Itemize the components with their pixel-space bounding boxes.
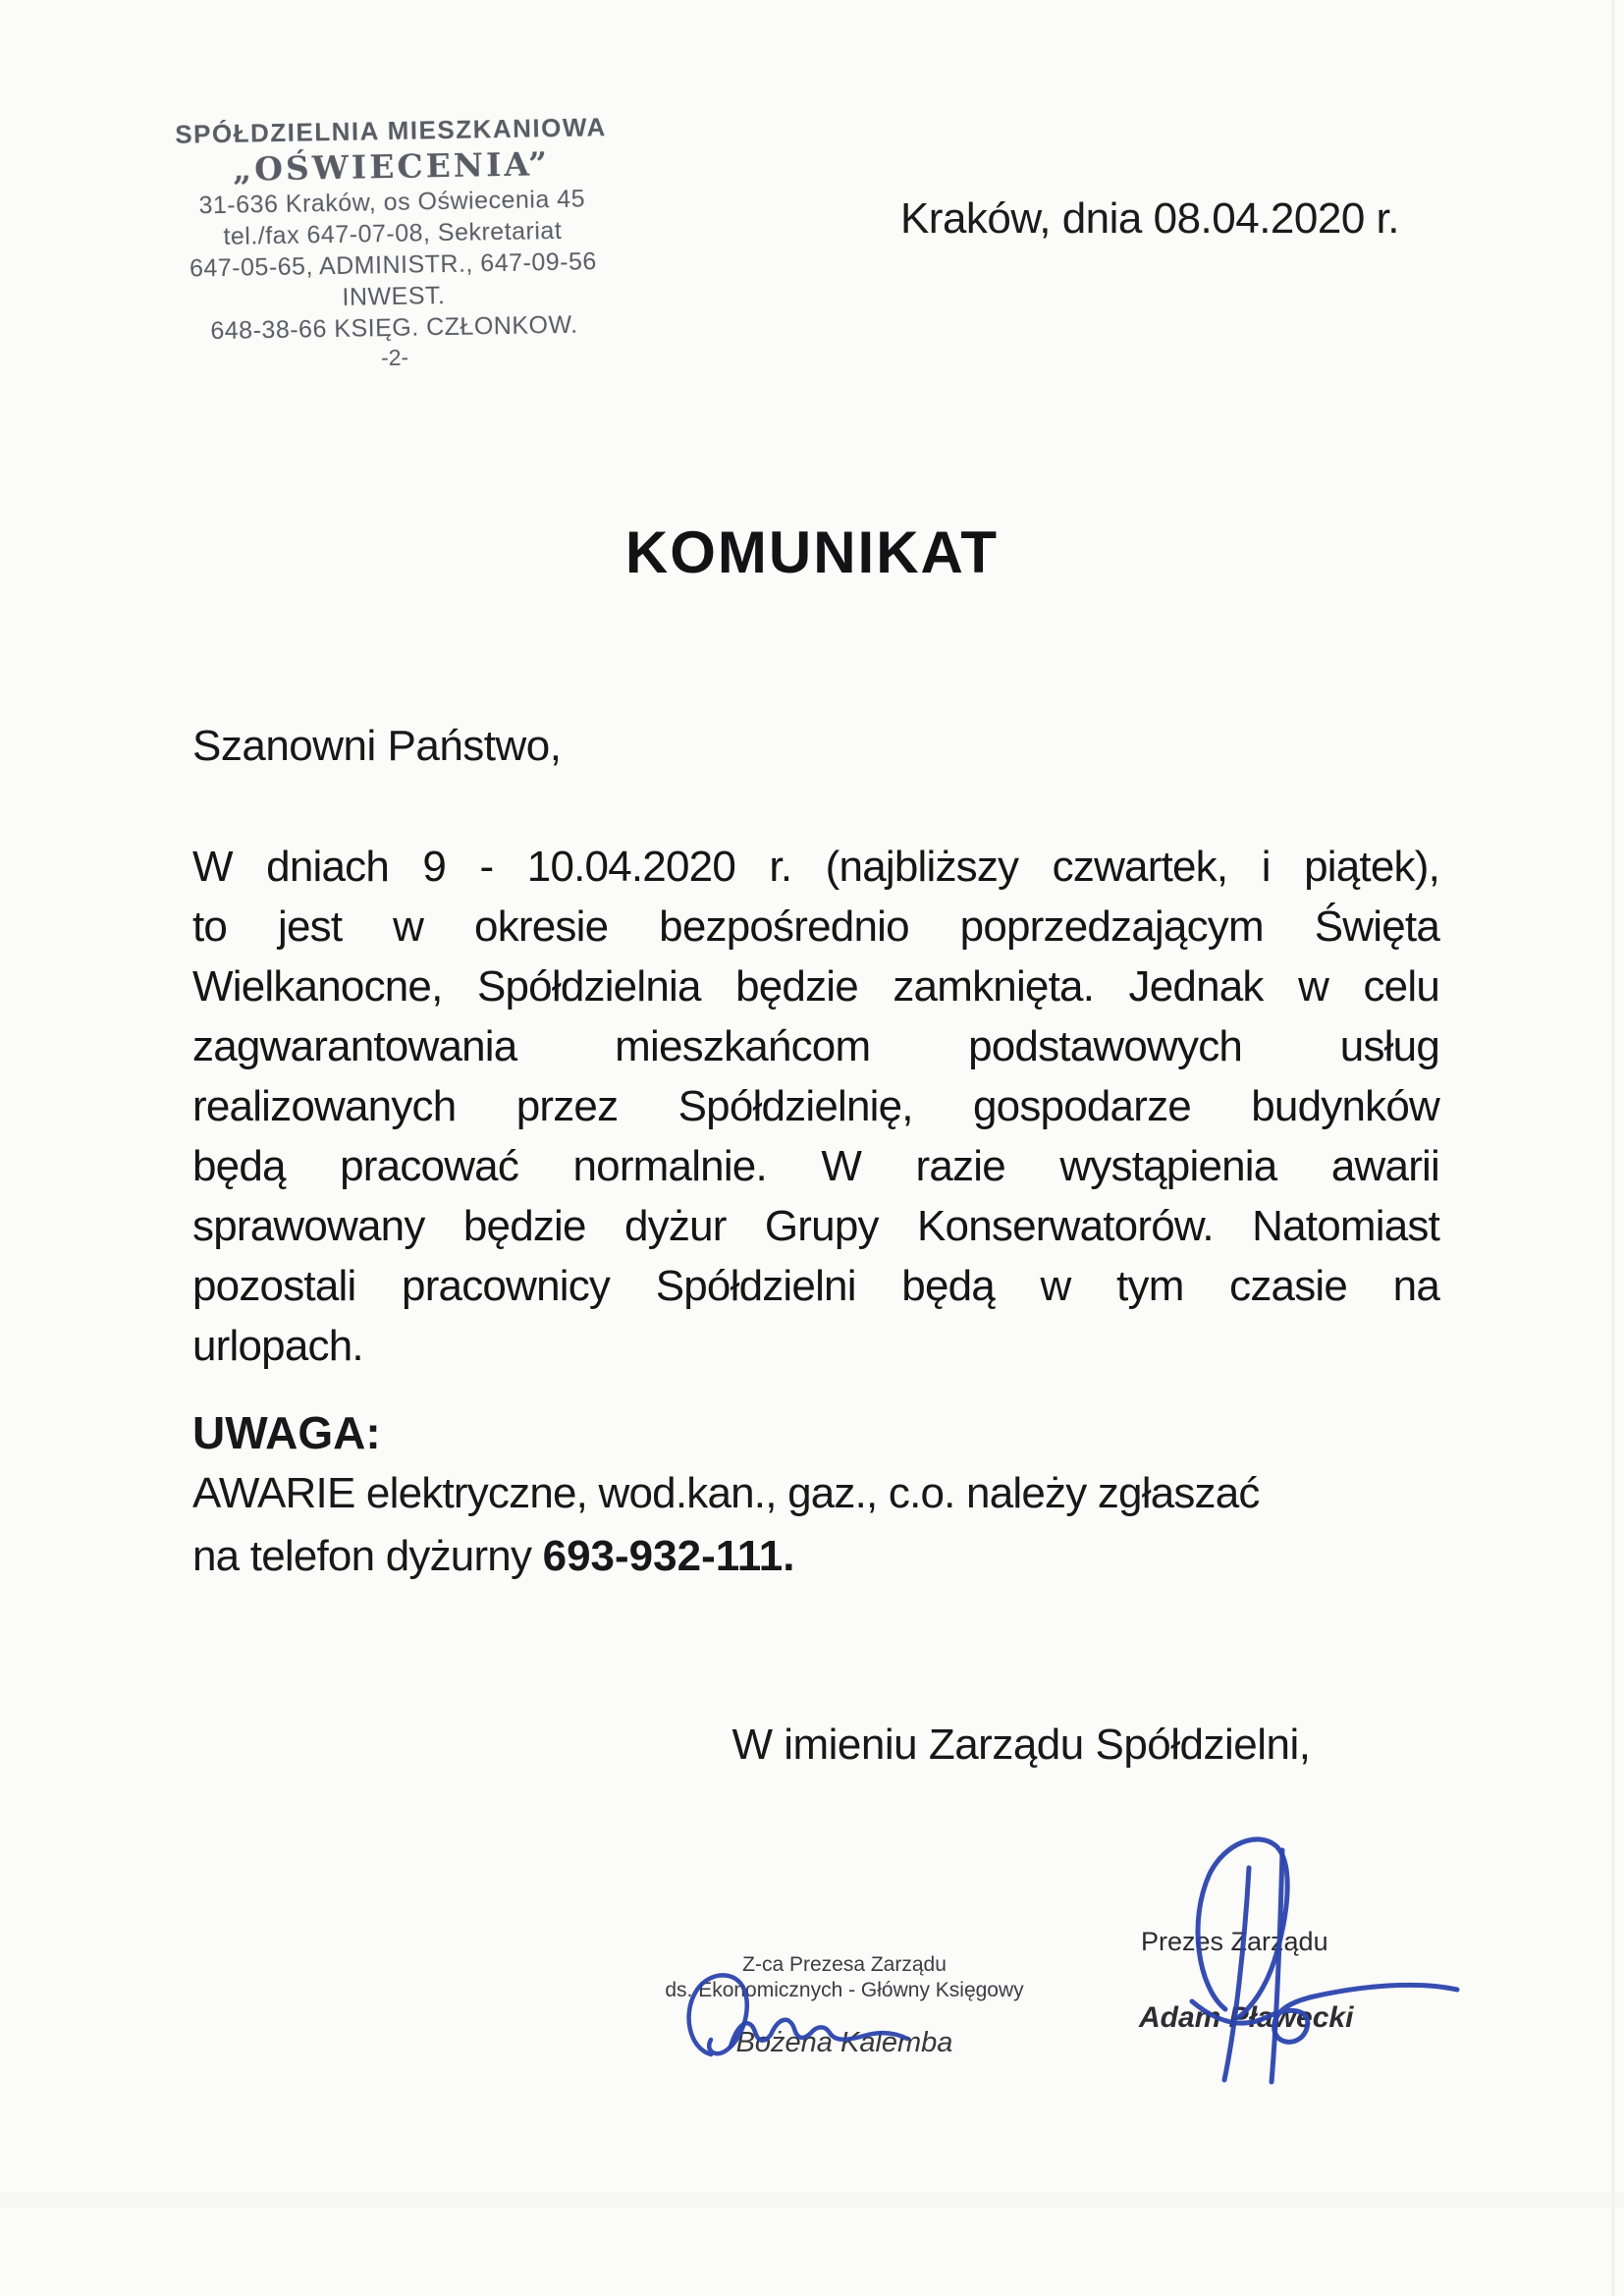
paragraph-line: Wielkanocne, Spółdzielnia będzie zamknięta. Jednak w celu: [192, 962, 1439, 1011]
stamp-phone-accounting: 648-38-66 KSIĘG. CZŁONKOW.: [210, 310, 578, 346]
emergency-phone-number: 693-932-111.: [542, 1532, 795, 1580]
stamp-phone-admin-invest: 647-05-65, ADMINISTR., 647-09-56 INWEST.: [189, 247, 598, 311]
paragraph-line: sprawowany będzie dyżur Grupy Konserwatorów. Natomiast: [192, 1202, 1439, 1250]
paragraph-line: pozostali pracownicy Spółdzielni będą w tym czasie na: [192, 1262, 1439, 1310]
notice-line-phone: [192, 1532, 795, 1581]
paragraph-line: realizowanych przez Spółdzielnię, gospodarze budynków: [192, 1082, 1439, 1130]
handwritten-signature-adam-plawecki: [1127, 1823, 1471, 2098]
document-title: KOMUNIKAT: [624, 519, 1000, 585]
stamp-footer-mark: -2-: [380, 344, 409, 371]
handwritten-signature-bozena-kalemba: [677, 1958, 913, 2066]
paragraph-line: to jest w okresie bezpośrednio poprzedzającym Święta: [192, 902, 1439, 951]
president-name: Adam Pławecki: [1139, 2001, 1354, 2034]
paragraph-line: będą pracować normalnie. W razie wystąpienia awarii: [192, 1142, 1439, 1190]
stamp-address: 31-636 Kraków, os Oświecenia 45: [198, 185, 586, 220]
notice-line-emergencies: AWARIE elektryczne, wod.kan., gaz., c.o. należy zgłaszać: [192, 1469, 1260, 1517]
stamp-org-name: SPÓŁDZIELNIA MIESZKANIOWA: [175, 112, 608, 149]
letterhead-stamp: [135, 109, 650, 375]
dateline: Kraków, dnia 08.04.2020 r.: [899, 194, 1399, 243]
stamp-phone-secretariat: tel./fax 647-07-08, Sekretariat: [223, 216, 563, 251]
closing-formula: W imieniu Zarządu Spółdzielni,: [731, 1721, 1311, 1769]
scan-noise-artifact: [0, 2192, 1624, 2208]
paragraph-line: zagwarantowania mieszkańcom podstawowych usług: [192, 1022, 1439, 1070]
president-title: Prezes Zarządu: [1141, 1927, 1328, 1956]
deputy-name: Bożena Kalemba: [735, 2027, 953, 2058]
notice-phone-prefix: na telefon dyżurny: [192, 1532, 543, 1580]
deputy-title-line2: ds. Ekonomicznych - Główny Księgowy: [665, 1979, 1024, 2001]
stamp-org-brand: „OŚWIECENIA”: [232, 144, 551, 189]
salutation: Szanowni Państwo,: [192, 722, 562, 770]
paragraph-line: urlopach.: [192, 1322, 363, 1370]
notice-heading: UWAGA:: [192, 1407, 381, 1458]
scan-edge-artifact: [1612, 0, 1614, 2296]
body-paragraph: [192, 837, 1439, 1376]
paragraph-line: W dniach 9 - 10.04.2020 r. (najbliższy czwartek, i piątek),: [192, 843, 1439, 891]
deputy-title-line1: Z-ca Prezesa Zarządu: [742, 1953, 947, 1976]
